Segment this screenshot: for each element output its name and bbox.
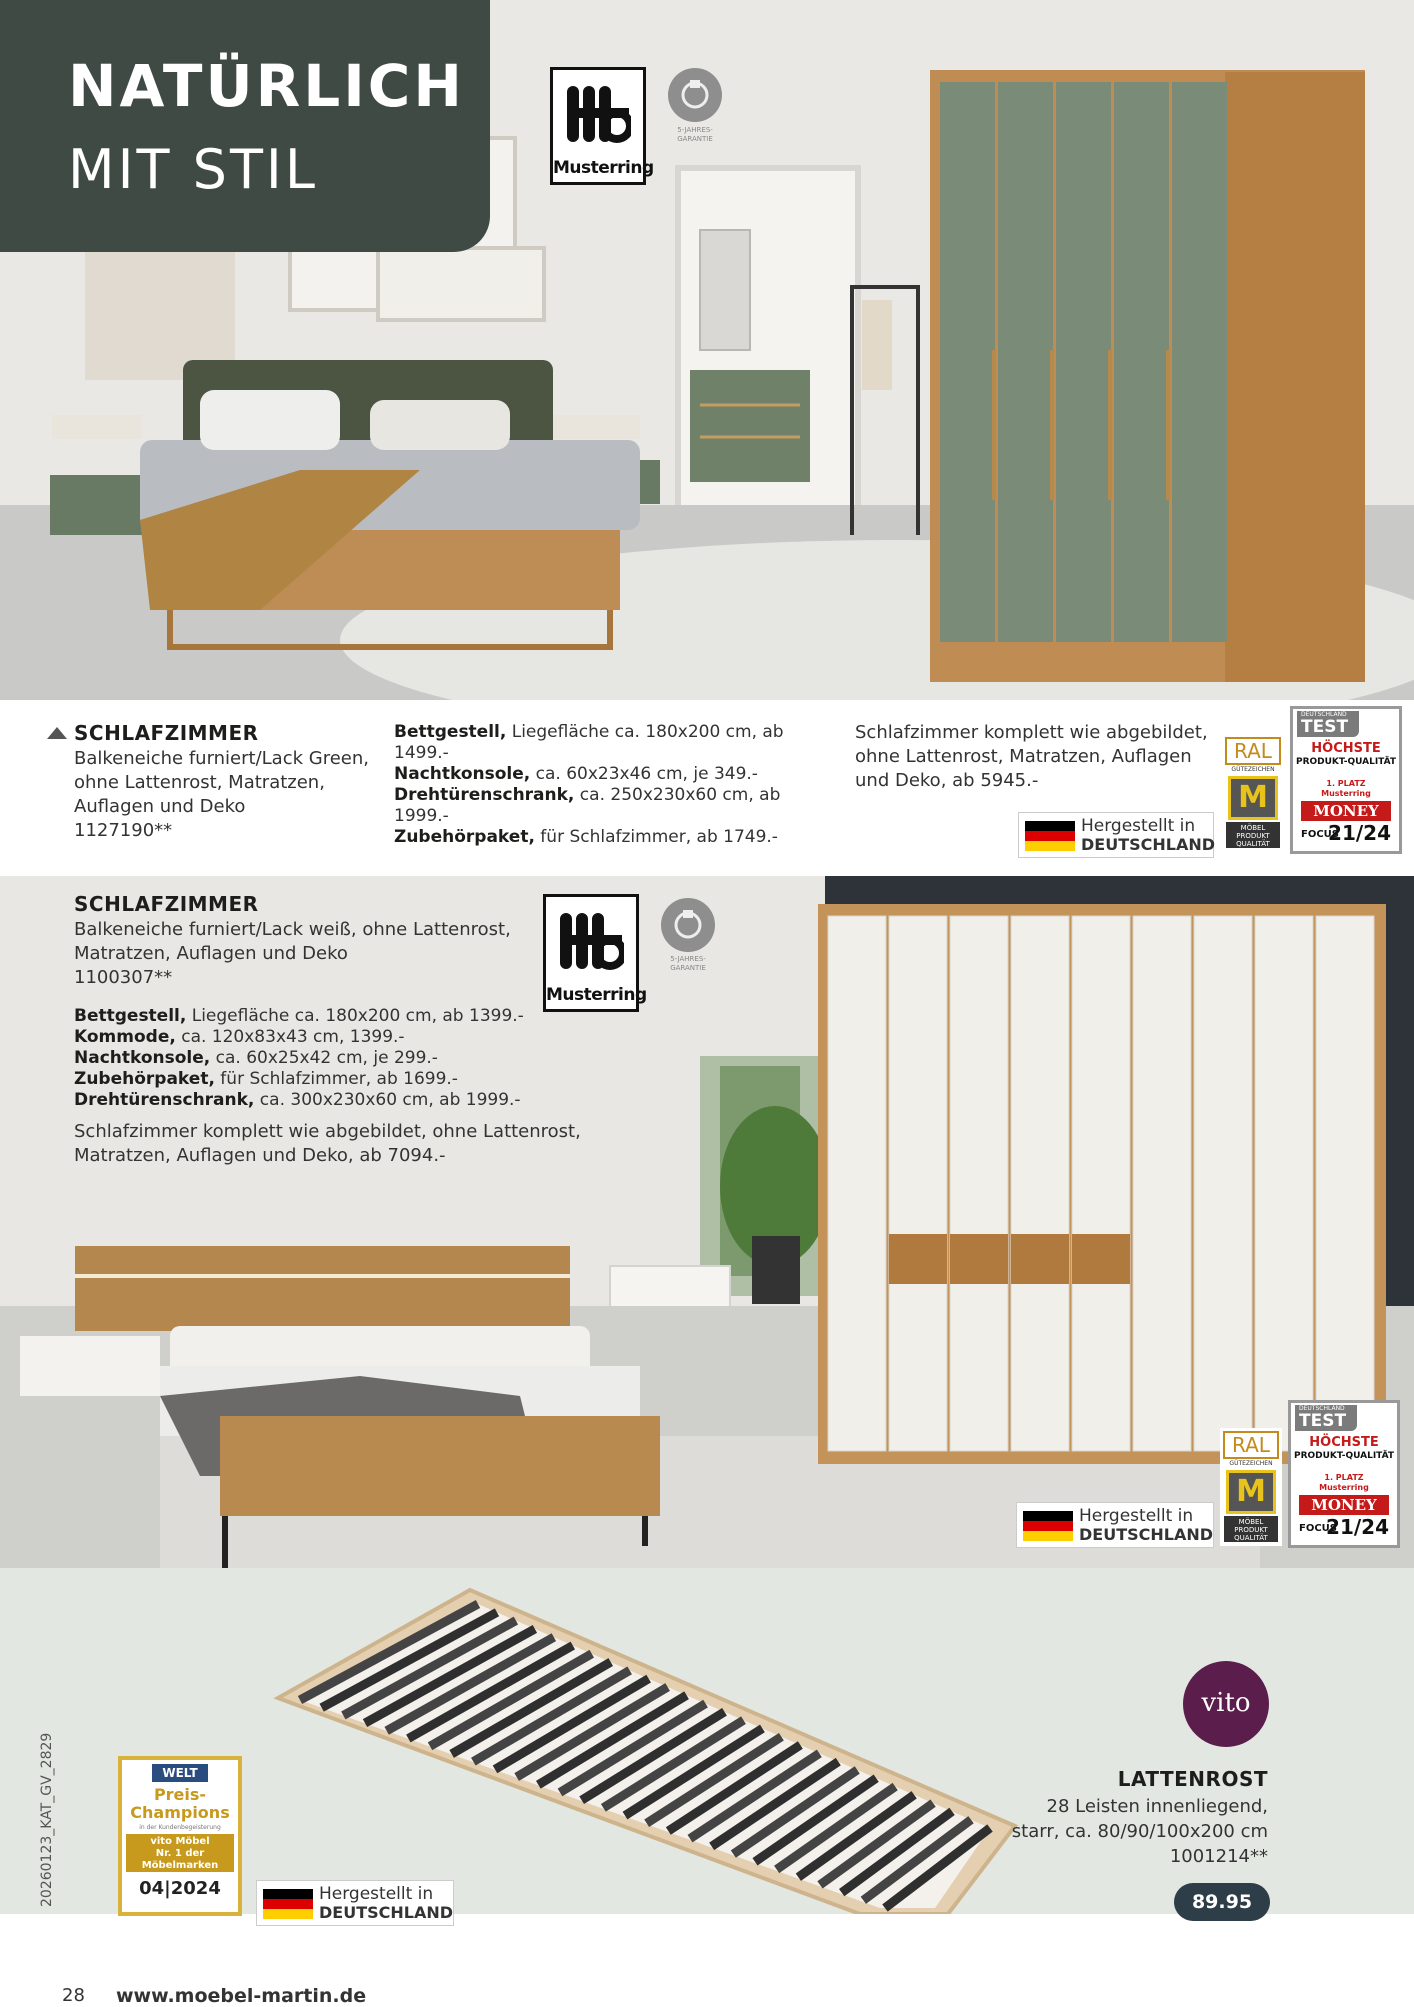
spec-name: Bettgestell, xyxy=(74,1006,187,1026)
door-handle xyxy=(1050,350,1054,500)
offer-line: Schlafzimmer komplett wie abgebildet, xyxy=(855,722,1208,743)
made-in-germany-badge xyxy=(1018,812,1214,858)
desc-line: starr, ca. 80/90/100x200 cm xyxy=(1011,1821,1268,1842)
spec-detail: ca. 250x230x60 cm, ab 1999.- xyxy=(394,785,781,826)
section2-heading: SCHLAFZIMMER xyxy=(74,892,259,916)
section2-specs xyxy=(74,1006,594,1111)
spec-line xyxy=(74,1027,594,1048)
made-in-line2: DEUTSCHLAND xyxy=(1079,1525,1214,1544)
focus-issue: 21/24 xyxy=(1328,821,1391,845)
guarantee-seal-icon xyxy=(661,898,715,952)
lattenrost-description xyxy=(1012,1794,1268,1869)
test-band-small: DEUTSCHLAND xyxy=(1301,711,1347,718)
desc-line: Auflagen und Deko xyxy=(74,796,246,817)
website-link[interactable]: www.moebel-martin.de xyxy=(116,1985,367,2007)
wardrobe-door xyxy=(1133,916,1191,1451)
spec-detail: ca. 60x23x46 cm, je 349.- xyxy=(530,764,758,784)
spec-name: Nachtkonsole, xyxy=(74,1048,211,1068)
oak-inlay xyxy=(1011,1234,1069,1284)
ral-m-icon: M xyxy=(1226,1470,1276,1514)
wardrobe-doors-green xyxy=(940,82,1227,642)
germany-flag-icon xyxy=(263,1889,313,1919)
offer-line: und Deko, ab 5945.- xyxy=(855,770,1039,791)
wardrobe-door xyxy=(950,916,1008,1451)
ral-sub: GÜTEZEICHEN xyxy=(1229,1460,1273,1467)
test-headline: HÖCHSTE xyxy=(1309,1435,1379,1450)
test-quality: PRODUKT-QUALITÄT xyxy=(1295,757,1397,767)
test-headline: HÖCHSTE xyxy=(1311,741,1381,756)
musterring-mark-icon xyxy=(565,80,631,146)
door-handle xyxy=(1166,350,1170,500)
guarantee-seal-icon xyxy=(668,68,722,122)
spec-name: Nachtkonsole, xyxy=(394,764,531,784)
deutschland-test-badge xyxy=(1288,1400,1400,1548)
door-handle xyxy=(992,350,996,500)
musterring-logo xyxy=(543,894,647,1012)
spec-detail: Liegefläche ca. 180x200 cm, ab 1399.- xyxy=(186,1006,524,1026)
spec-line xyxy=(74,1069,594,1090)
spec-line xyxy=(74,1006,594,1027)
wardrobe-door xyxy=(1072,916,1130,1451)
spec-name: Zubehörpaket, xyxy=(74,1069,215,1089)
test-band xyxy=(1297,711,1359,737)
focus-label: FOCUS xyxy=(1299,1523,1337,1534)
spec-line xyxy=(394,827,834,848)
lattenrost-heading: LATTENROST xyxy=(1117,1767,1268,1791)
wardrobe-door xyxy=(1316,916,1374,1451)
title-panel xyxy=(0,0,490,252)
catalog-code-text: 20260123_KAT_GV_2829 xyxy=(39,1732,55,1907)
welt-rank: Nr. 1 der Möbelmarken xyxy=(141,1848,219,1871)
desc-line: Matratzen, Auflagen und Deko xyxy=(74,943,348,964)
test-place: 1. PLATZ xyxy=(1324,1473,1364,1482)
made-in-line1: Hergestellt in xyxy=(1081,816,1196,836)
ral-quality-text: MÖBEL PRODUKT QUALITÄT xyxy=(1224,1516,1278,1542)
made-in-germany-badge xyxy=(1016,1502,1214,1548)
spec-line xyxy=(394,764,834,785)
money-logo: MONEY xyxy=(1299,1495,1389,1515)
musterring-logo xyxy=(550,67,654,185)
spec-line xyxy=(74,1090,594,1111)
section1-specs xyxy=(394,722,834,848)
offer-line: Matratzen, Auflagen und Deko, ab 7094.- xyxy=(74,1145,446,1166)
section1-description xyxy=(74,747,374,843)
welt-title: Preis-Champions xyxy=(130,1785,230,1822)
ral-quality-badge xyxy=(1222,734,1284,852)
wardrobe-door xyxy=(1255,916,1313,1451)
spec-detail: ca. 120x83x43 cm, 1399.- xyxy=(175,1027,405,1047)
wardrobe-doors-white xyxy=(828,916,1374,1451)
catalog-code xyxy=(36,1732,58,1910)
germany-flag-icon xyxy=(1025,821,1075,851)
wardrobe-door xyxy=(828,916,886,1451)
ral-label: RAL xyxy=(1225,737,1281,765)
desc-line: 28 Leisten innenliegend, xyxy=(1046,1796,1268,1817)
deutschland-test-badge xyxy=(1290,706,1402,854)
offer-line: ohne Lattenrost, Matratzen, Auflagen xyxy=(855,746,1192,767)
door-handle xyxy=(1108,350,1112,500)
musterring-label: Musterring xyxy=(546,985,647,1005)
made-in-line1: Hergestellt in xyxy=(319,1884,434,1904)
welt-preis-champions-badge xyxy=(118,1756,242,1916)
triangle-up-icon xyxy=(46,726,68,740)
test-brand: Musterring xyxy=(1319,1483,1369,1492)
section2-description xyxy=(74,918,594,990)
desc-line: ohne Lattenrost, Matratzen, xyxy=(74,772,325,793)
welt-brand: vito Möbel xyxy=(150,1836,210,1847)
test-quality: PRODUKT-QUALITÄT xyxy=(1293,1451,1395,1461)
wardrobe-door xyxy=(1011,916,1069,1451)
oak-inlay xyxy=(950,1234,1008,1284)
made-in-line2: DEUTSCHLAND xyxy=(319,1903,454,1922)
price-tag: 89.95 xyxy=(1174,1883,1270,1921)
welt-brand-box xyxy=(126,1834,234,1872)
guarantee-label: 5-JAHRES-GARANTIE xyxy=(670,955,706,972)
made-in-line1: Hergestellt in xyxy=(1079,1506,1194,1526)
spec-name: Drehtürenschrank, xyxy=(394,785,575,805)
section1-complete-offer xyxy=(855,721,1235,793)
made-in-line2: DEUTSCHLAND xyxy=(1081,835,1216,854)
spec-line xyxy=(394,785,834,827)
spec-detail: ca. 300x230x60 cm, ab 1999.- xyxy=(254,1090,521,1110)
spec-detail: für Schlafzimmer, ab 1699.- xyxy=(214,1069,458,1089)
test-band-small: DEUTSCHLAND xyxy=(1299,1405,1345,1412)
made-in-germany-badge xyxy=(256,1880,454,1926)
test-place: 1. PLATZ xyxy=(1326,779,1366,788)
ral-m-icon: M xyxy=(1228,776,1278,820)
wardrobe-door xyxy=(998,82,1053,642)
spec-line xyxy=(74,1048,594,1069)
spec-line xyxy=(394,722,834,764)
money-logo: MONEY xyxy=(1301,801,1391,821)
wardrobe-door xyxy=(940,82,995,642)
welt-sub: in der Kundenbegeisterung xyxy=(139,1824,221,1831)
musterring-mark-icon xyxy=(558,907,624,973)
spec-detail: Liegefläche ca. 180x200 cm, ab 1499.- xyxy=(394,722,784,763)
vito-logo: vito xyxy=(1183,1661,1269,1747)
spec-detail: ca. 60x25x42 cm, je 299.- xyxy=(210,1048,438,1068)
wardrobe-door xyxy=(1114,82,1169,642)
test-band xyxy=(1295,1405,1357,1431)
spec-name: Kommode, xyxy=(74,1027,176,1047)
page-subtitle: MIT STIL xyxy=(68,138,318,201)
wardrobe-door xyxy=(889,916,947,1451)
page-title: NATÜRLICH xyxy=(68,52,465,120)
focus-issue: 21/24 xyxy=(1326,1515,1389,1539)
oak-inlay xyxy=(889,1234,947,1284)
guarantee-label: 5-JAHRES-GARANTIE xyxy=(677,126,713,143)
wardrobe-door xyxy=(1194,916,1252,1451)
ral-quality-text: MÖBEL PRODUKT QUALITÄT xyxy=(1226,822,1280,848)
page-number: 28 xyxy=(62,1985,85,2006)
article-number: 1127190** xyxy=(74,820,173,841)
wardrobe-door xyxy=(1172,82,1227,642)
spec-detail: für Schlafzimmer, ab 1749.- xyxy=(534,827,778,847)
oak-inlay xyxy=(1072,1234,1130,1284)
test-brand: Musterring xyxy=(1321,789,1371,798)
welt-logo: WELT xyxy=(152,1764,208,1782)
desc-line: Balkeneiche furniert/Lack weiß, ohne Lattenrost, xyxy=(74,919,511,940)
section1-heading: SCHLAFZIMMER xyxy=(74,721,259,745)
germany-flag-icon xyxy=(1023,1511,1073,1541)
test-band-label: TEST xyxy=(1299,1411,1347,1431)
spec-name: Bettgestell, xyxy=(394,722,507,742)
desc-line: Balkeneiche furniert/Lack Green, xyxy=(74,748,369,769)
ral-quality-badge xyxy=(1220,1428,1282,1546)
welt-date: 04|2024 xyxy=(139,1878,221,1899)
article-number: 1100307** xyxy=(74,967,173,988)
wardrobe-door xyxy=(1056,82,1111,642)
focus-label: FOCUS xyxy=(1301,829,1339,840)
test-band-label: TEST xyxy=(1301,717,1349,737)
ral-label: RAL xyxy=(1223,1431,1279,1459)
musterring-label: Musterring xyxy=(553,158,654,178)
offer-line: Schlafzimmer komplett wie abgebildet, ohne Lattenrost, xyxy=(74,1121,581,1142)
article-number: 1001214** xyxy=(1169,1846,1268,1867)
ral-sub: GÜTEZEICHEN xyxy=(1231,766,1275,773)
spec-name: Drehtürenschrank, xyxy=(74,1090,255,1110)
spec-name: Zubehörpaket, xyxy=(394,827,535,847)
section2-complete-offer xyxy=(74,1120,634,1168)
